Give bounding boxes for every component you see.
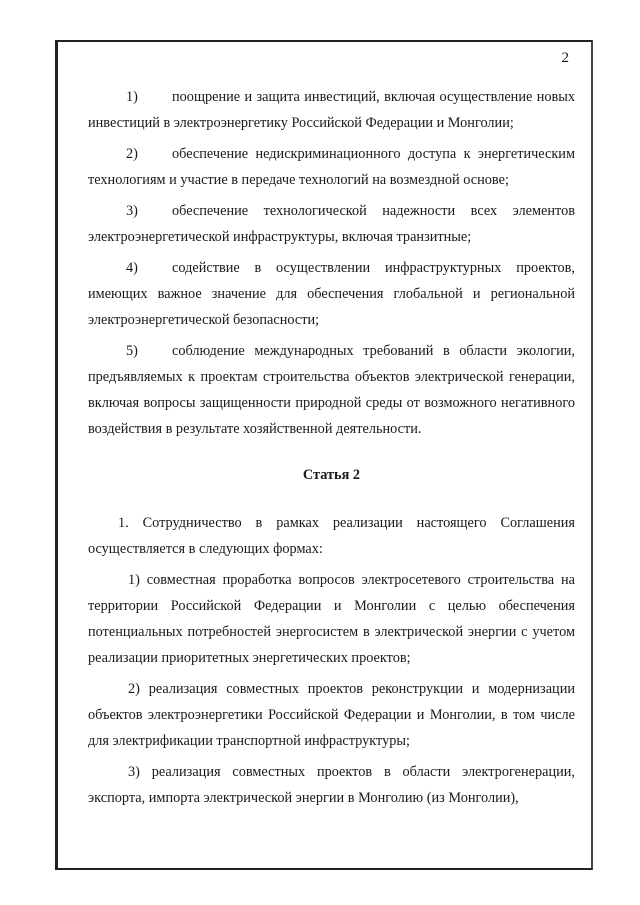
item-text: соблюдение международных требований в области экологии, предъявляемых к проектам строительства объектов электрической генерации, включая вопросы защищенности природной среды от возможного негативного воздействия в результате хозяйственной деятельности. <box>88 343 575 437</box>
item-text: обеспечение технологической надежности всех элементов электроэнергетической инфраструктуры, включая транзитные; <box>88 203 575 245</box>
item-text: обеспечение недискриминационного доступа к энергетическим технологиям и участие в передаче технологий на возмездной основе; <box>88 146 575 188</box>
sub-item-text: реализация совместных проектов в области электрогенерации, экспорта, импорта электрической энергии в Монголию (из Монголии), <box>88 764 576 806</box>
item-number: 1) <box>126 89 138 105</box>
item-number: 3) <box>126 203 138 219</box>
sub-item-1 <box>88 567 575 671</box>
list-item-5 <box>88 338 575 442</box>
list-item-1 <box>88 84 575 136</box>
item-number: 4) <box>126 260 138 276</box>
item-text: содействие в осуществлении инфраструктурных проектов, имеющих важное значение для обеспечения глобальной и региональной электроэнергетической безопасности; <box>88 260 575 328</box>
sub-item-3 <box>88 759 575 811</box>
sub-item-text: совместная проработка вопросов электросетевого строительства на территории Российской Федерации и Монголии с целью обеспечения потенциальных потребностей энергосистем в электрической энергии с учетом реализации приоритетных энергетических проектов; <box>88 572 575 666</box>
sub-item-number: 1) <box>128 572 140 588</box>
list-item-3 <box>88 198 575 250</box>
sub-item-number: 2) <box>128 681 140 697</box>
sub-item-text: реализация совместных проектов реконструкции и модернизации объектов электроэнергетики Российской Федерации и Монголии, в том числе для электрификации транспортной инфраструктуры; <box>88 681 576 749</box>
sub-item-2 <box>88 676 575 754</box>
document-body <box>88 84 575 816</box>
list-item-2 <box>88 141 575 193</box>
item-number: 2) <box>126 146 138 162</box>
item-text: поощрение и защита инвестиций, включая осуществление новых инвестиций в электроэнергетику Российской Федерации и Монголии; <box>88 89 575 131</box>
article-title: Статья 2 <box>302 467 361 483</box>
sub-item-number: 3) <box>128 764 140 780</box>
article-intro: 1. Сотрудничество в рамках реализации настоящего Соглашения осуществляется в следующих формах: <box>88 515 575 557</box>
page-frame <box>55 40 593 870</box>
list-item-4 <box>88 255 575 333</box>
item-number: 5) <box>126 343 138 359</box>
page-number: 2 <box>561 50 569 66</box>
